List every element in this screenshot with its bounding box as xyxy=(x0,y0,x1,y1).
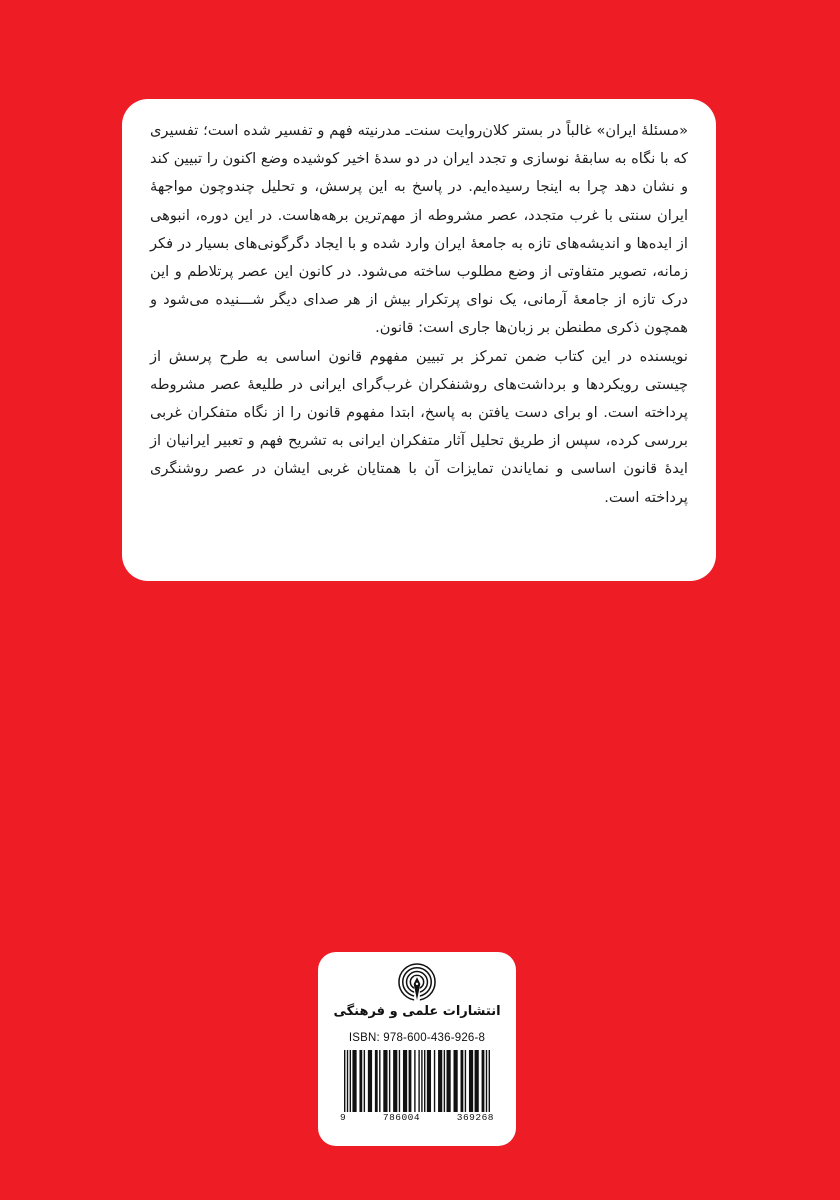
barcode-bar xyxy=(421,1050,422,1112)
barcode-bar xyxy=(344,1050,345,1112)
barcode-bar xyxy=(486,1050,487,1112)
barcode-bar xyxy=(364,1050,365,1112)
blurb-paragraph-2: نویسنده در این کتاب ضمن تمرکز بر تبیین مفهوم قانون اساسی به طرح پرسش از چیستی رویکردها و برداشت‌های روشنفکران غرب‌گرای ایرانی در طلیعهٔ عصر مشروطه پرداخته است. او برای دست یافتن به پاسخ، ابتدا مفهوم قانون را از نگاه متفکران غربی بررسی کرده، سپس از طریق تحلیل آثار متفکران ایرانی به تشریح فهم و تعبیر ایرانیان از ایدهٔ قانون اساسی و نمایاندن تمایزات آن با همتایان غربی ایشان در عصر روشنگری پرداخته است. xyxy=(150,347,688,506)
barcode-bar xyxy=(403,1050,407,1112)
blurb-paragraph-1: «مسئلهٔ ایران» غالباً در بستر کلان‌روایت سنت‌ـ مدرنیته فهم و تفسیر شده است؛ تفسیری که با نگاه به سابقهٔ نوسازی و تجدد ایران در دو سدهٔ اخیر کوشیده وضع اکنون را تبیین کند و نشان دهد چرا به اینجا رسیده‌ایم. در پاسخ به این پرسش، و تحلیل چندوچون مواجههٔ ایران سنتی با غرب متجدد، عصر مشروطه از مهم‌ترین برهه‌هاست. در این دوره، انبوهی از ایده‌ها و اندیشه‌های تازه به جامعهٔ ایران وارد شده و با ایجاد دگرگونی‌های بسیار در فکر زمانه، تصویر متفاوتی از وضع مطلوب ساخته می‌شود. در کانون این عصر پرتلاطم و این درک تازه از جامعهٔ آرمانی، یک نوای پرتکرار بیش از هر صدای دیگر شـــنیده می‌شود و همچون ذکری مطنطن بر زبان‌ها جاری است: قانون. xyxy=(150,122,688,337)
barcode-bar xyxy=(375,1050,378,1112)
barcode-bar xyxy=(482,1050,485,1112)
barcode-bar xyxy=(383,1050,387,1112)
barcode-bar xyxy=(424,1050,425,1112)
barcode-bar xyxy=(379,1050,380,1112)
publisher-name: انتشارات علمی و فرهنگی xyxy=(333,1004,501,1019)
barcode-bar xyxy=(444,1050,445,1112)
barcode-bar xyxy=(389,1050,390,1112)
barcode-bar xyxy=(414,1050,415,1112)
barcode-bar xyxy=(359,1050,362,1112)
barcode-bar xyxy=(461,1050,464,1112)
barcode-bar xyxy=(465,1050,466,1112)
barcode-bar xyxy=(409,1050,412,1112)
barcode-bar xyxy=(489,1050,490,1112)
barcode-bar xyxy=(399,1050,400,1112)
barcode-digit-group: 369268 xyxy=(456,1112,494,1123)
barcode-bar xyxy=(446,1050,450,1112)
barcode-bar xyxy=(469,1050,473,1112)
isbn-barcode xyxy=(340,1050,494,1112)
publisher-logo-icon xyxy=(398,963,436,1001)
barcode-bar xyxy=(347,1050,348,1112)
barcode-bar xyxy=(454,1050,458,1112)
barcode-digits xyxy=(340,1112,494,1123)
barcode-bar xyxy=(434,1050,435,1112)
barcode-bar xyxy=(368,1050,372,1112)
publisher-card xyxy=(318,952,516,1146)
barcode-bar xyxy=(393,1050,397,1112)
barcode-bar xyxy=(427,1050,431,1112)
barcode-bar xyxy=(438,1050,442,1112)
barcode-bar xyxy=(475,1050,479,1112)
isbn-label: ISBN: 978-600-436-926-8 xyxy=(348,1032,486,1044)
barcode-bar xyxy=(352,1050,356,1112)
barcode-digit-group: 786004 xyxy=(382,1112,421,1123)
barcode-digit-group: 9 xyxy=(340,1112,347,1123)
barcode-bar xyxy=(418,1050,419,1112)
blurb-card xyxy=(122,99,716,581)
barcode-bar xyxy=(350,1050,351,1112)
